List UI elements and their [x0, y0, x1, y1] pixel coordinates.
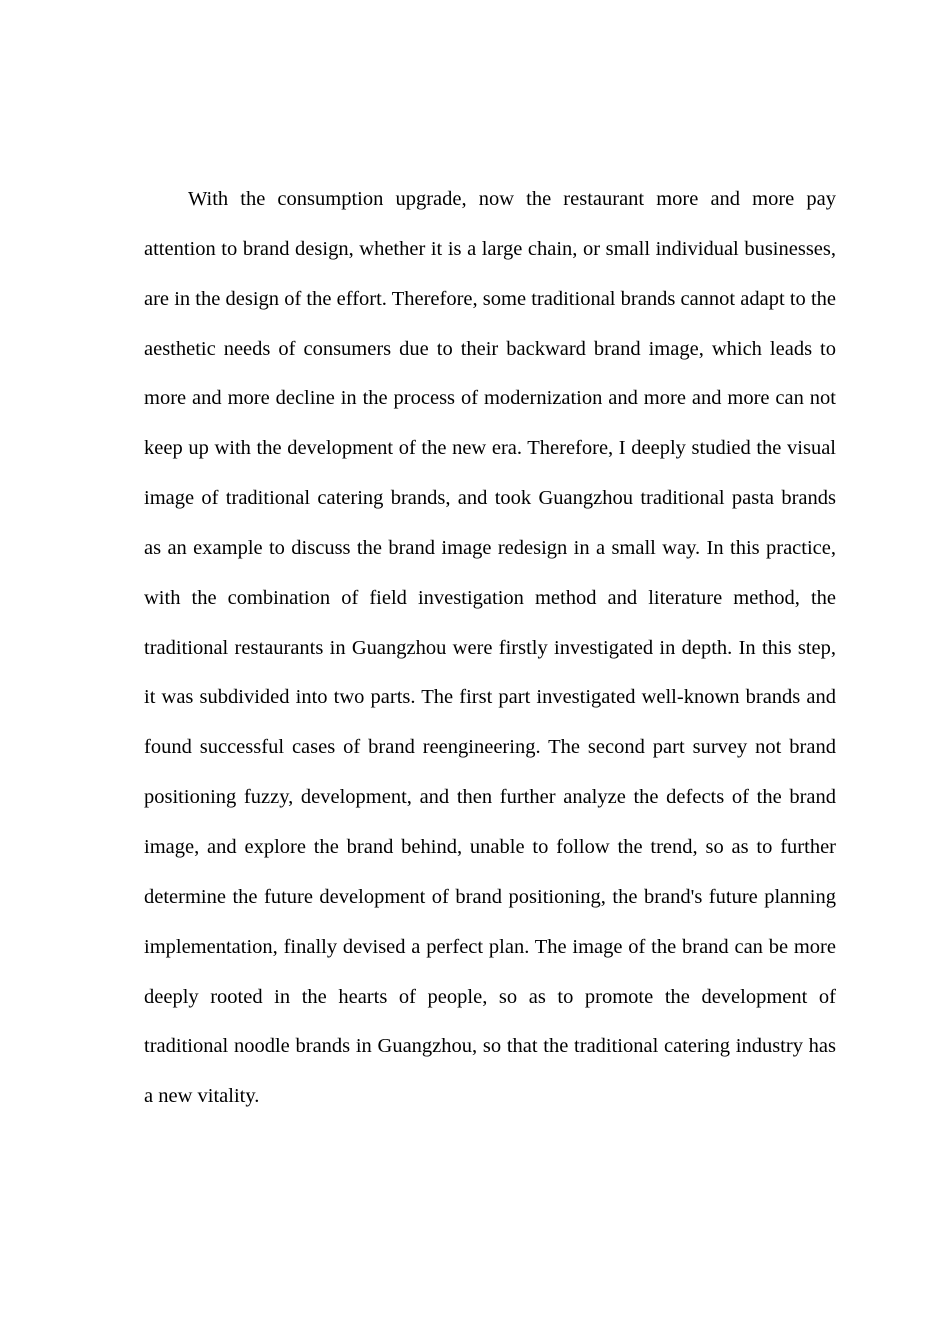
body-paragraph: With the consumption upgrade, now the restaurant more and more pay attention to brand design, whether it is a large chain, or small individual businesses, are in the design of the effort. Therefore, some traditional brands cannot adapt to the aesthetic needs of consumers due to their backward brand image, which leads to more and more decline in the process of modernization and more and more can not keep up with the development of the new era. Therefore, I deeply studied the visual image of traditional catering brands, and took Guangzhou traditional pasta brands as an example to discuss the brand image redesign in a small way. In this practice, with the combination of field investigation method and literature method, the traditional restaurants in Guangzhou were firstly investigated in depth. In this step, it was subdivided into two parts. The first part investigated well-known brands and found successful cases of brand reengineering. The second part survey not brand positioning fuzzy, development, and then further analyze the defects of the brand image, and explore the brand behind, unable to follow the trend, so as to further determine the future development of brand positioning, the brand's future planning implementation, finally devised a perfect plan. The image of the brand can be more deeply rooted in the hearts of people, so as to promote the development of traditional noodle brands in Guangzhou, so that the traditional catering industry has a new vitality.	[144, 188, 836, 1108]
